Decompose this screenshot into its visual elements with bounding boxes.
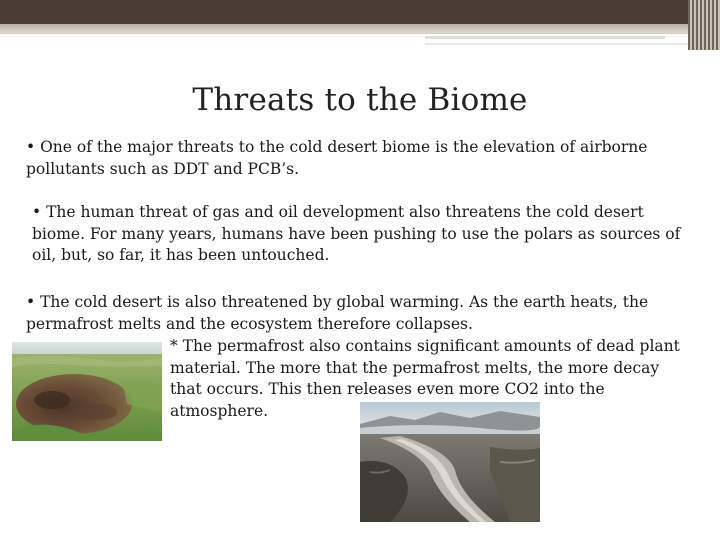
slide-title: Threats to the Biome	[192, 82, 528, 118]
bullet-oil-development: • The human threat of gas and oil development also threatens the cold desert biome. For many years, humans have been pushing to use the polars as sources of oil, but, so far, it has been untouched.	[32, 203, 681, 264]
melting-permafrost-aerial-photo	[360, 402, 540, 522]
header-accent-line	[425, 36, 665, 39]
permafrost-note: * The permafrost also contains significant amounts of dead plant material. The more that the permafrost melts, the more decay that occurs. This then releases even more CO2 into the atmosphere.	[170, 337, 680, 420]
header-band	[0, 0, 720, 24]
bullet-global-warming: • The cold desert is also threatened by global warming. As the earth heats, the permafrost melts and the ecosystem therefore collapses.	[26, 293, 649, 333]
header-accent-line-secondary	[425, 43, 688, 45]
tundra-permafrost-photo	[12, 342, 162, 441]
bullet-pollutants: • One of the major threats to the cold desert biome is the elevation of airborne pollutants such as DDT and PCB’s.	[26, 138, 648, 178]
tundra-permafrost-image	[12, 342, 162, 441]
header-divider	[0, 33, 688, 34]
melting-permafrost-aerial-image	[360, 402, 540, 522]
header-strip	[0, 24, 688, 33]
header-band-stripes	[688, 0, 720, 50]
